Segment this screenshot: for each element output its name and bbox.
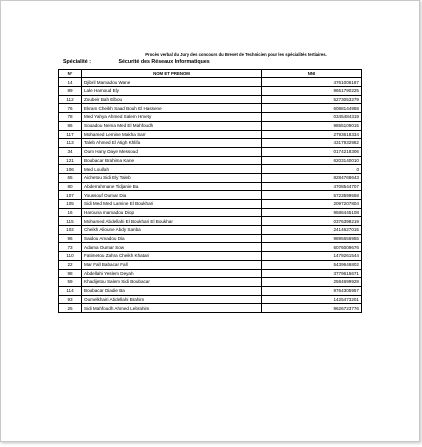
row-number-cell: 65	[59, 173, 82, 182]
row-nni-cell: 3779615671	[262, 269, 362, 278]
table-row	[59, 269, 362, 278]
row-number-cell: 114	[59, 286, 82, 295]
row-nni-cell: 4708544707	[262, 182, 362, 191]
table-row	[59, 304, 362, 313]
table-row	[59, 200, 362, 209]
row-name-cell: Oumelkhairi Abdellahi Brahim	[82, 295, 262, 304]
row-nni-cell: 4317932982	[262, 139, 362, 148]
row-number-cell: 86	[59, 121, 82, 130]
row-name-cell: Cheikh Alioune Abdy Sanba	[82, 226, 262, 235]
table-row	[59, 121, 362, 130]
table-row	[59, 95, 362, 104]
row-number-cell: 80	[59, 182, 82, 191]
row-name-cell: Souadou Nema Med El Mahfoudh	[82, 121, 262, 130]
row-number-cell: 115	[59, 217, 82, 226]
table-row	[59, 130, 362, 139]
row-number-cell: 117	[59, 130, 82, 139]
row-name-cell: Harouna mamadou Diop	[82, 208, 262, 217]
row-nni-cell: 0376398219	[262, 217, 362, 226]
row-number-cell: 25	[59, 304, 82, 313]
row-number-cell: 76	[59, 104, 82, 113]
row-name-cell: Mohamed Abdellahi El Boukhari El Boukhar	[82, 217, 262, 226]
table-row	[59, 182, 362, 191]
row-name-cell: Abderrahmane Tidjanie Ba	[82, 182, 262, 191]
row-nni-cell: 0345484319	[262, 113, 362, 122]
row-nni-cell: 6088144958	[262, 104, 362, 113]
row-number-cell: 107	[59, 191, 82, 200]
row-nni-cell: 6076009676	[262, 243, 362, 252]
row-number-cell: 59	[59, 278, 82, 287]
row-nni-cell: 1479261544	[262, 252, 362, 261]
row-number-cell: 110	[59, 252, 82, 261]
row-name-cell: Ekram Cheikh Saad Bouh El Hassene	[82, 104, 262, 113]
table-row	[59, 226, 362, 235]
row-number-cell: 96	[59, 234, 82, 243]
row-name-cell: Lale Hamoud Ely	[82, 87, 262, 96]
table-row	[59, 147, 362, 156]
table-body	[59, 78, 362, 313]
table-header-row	[59, 70, 362, 78]
row-nni-cell: 5273053279	[262, 95, 362, 104]
row-name-cell: Mar Fall Babacar Fall	[82, 260, 262, 269]
row-name-cell: Adama Oumar Sow	[82, 243, 262, 252]
row-nni-cell: 8284768643	[262, 173, 362, 182]
row-nni-cell: 9651790225	[262, 87, 362, 96]
table-row	[59, 278, 362, 287]
table-row	[59, 234, 362, 243]
row-nni-cell: 2793618334	[262, 130, 362, 139]
table-row	[59, 260, 362, 269]
table-row	[59, 156, 362, 165]
row-nni-cell: 0174218306	[262, 147, 362, 156]
row-name-cell: Med Yahya Ahmed Salem Hmety	[82, 113, 262, 122]
row-nni-cell: 1425473201	[262, 295, 362, 304]
row-nni-cell: 4761006187	[262, 78, 362, 87]
row-nni-cell: 9764305957	[262, 286, 362, 295]
row-number-cell: 73	[59, 243, 82, 252]
table-row	[59, 173, 362, 182]
row-nni-cell: 9626723776	[262, 304, 362, 313]
table-row	[59, 104, 362, 113]
table-row	[59, 252, 362, 261]
row-name-cell: Med Loullah	[82, 165, 262, 174]
row-nni-cell: 2097207804	[262, 200, 362, 209]
table-row	[59, 286, 362, 295]
row-name-cell: Boubacar Diadie Ba	[82, 286, 262, 295]
row-number-cell: 121	[59, 156, 82, 165]
table-row	[59, 295, 362, 304]
row-name-cell: Saidou Amadou Dia	[82, 234, 262, 243]
row-number-cell: 98	[59, 269, 82, 278]
row-number-cell: 34	[59, 147, 82, 156]
row-number-cell: 22	[59, 260, 82, 269]
row-nni-cell: 0	[262, 165, 362, 174]
row-number-cell: 102	[59, 226, 82, 235]
table-row	[59, 78, 362, 87]
row-nni-cell: 5439646802	[262, 260, 362, 269]
row-nni-cell: 2414627015	[262, 226, 362, 235]
row-name-cell: Taleb Ahmed El Atigh Khlifa	[82, 139, 262, 148]
specialty-line	[63, 59, 210, 65]
row-name-cell: Djibril Mamadou Wane	[82, 78, 262, 87]
table-row	[59, 208, 362, 217]
column-header-number: N°	[59, 70, 82, 78]
row-nni-cell: 5723599558	[262, 191, 362, 200]
row-name-cell: Zoubeir Bah Elbou	[82, 95, 262, 104]
row-name-cell: Mohamed Lemine Makha Sarr	[82, 130, 262, 139]
row-nni-cell: 2584699928	[262, 278, 362, 287]
document-title: Procès verbal du Jury des concours du Brevet de Technicien pour les spécialités tertiaires.	[145, 52, 327, 57]
row-nni-cell: 6203140010	[262, 156, 362, 165]
row-number-cell: 106	[59, 165, 82, 174]
row-name-cell: Aichetou Sidi Ely Taleb	[82, 173, 262, 182]
candidates-table	[58, 69, 362, 313]
row-nni-cell: 9855109015	[262, 121, 362, 130]
table-row	[59, 243, 362, 252]
row-name-cell: Fatimetou Zahra Cheikh Khatari	[82, 252, 262, 261]
row-number-cell: 14	[59, 78, 82, 87]
row-number-cell: 105	[59, 200, 82, 209]
row-name-cell: Sidi Mahfoudh Ahmed Lebrahim	[82, 304, 262, 313]
row-number-cell: 89	[59, 87, 82, 96]
row-nni-cell: 9586445108	[262, 208, 362, 217]
row-name-cell: Khadijetou Salem Sidi Boubacar	[82, 278, 262, 287]
row-name-cell: Boubacar Brahima Kane	[82, 156, 262, 165]
specialty-label: Spécialité :	[63, 59, 91, 65]
table-row	[59, 217, 362, 226]
row-number-cell: 93	[59, 295, 82, 304]
row-nni-cell: 9895656955	[262, 234, 362, 243]
column-header-name: NOM ET PRENOM	[82, 70, 262, 78]
row-name-cell: Abdellahi Yeslem Deyah	[82, 269, 262, 278]
table-row	[59, 139, 362, 148]
specialty-value: Sécurité des Réseaux Informatiques	[118, 59, 210, 65]
column-header-nni: NNI	[262, 70, 362, 78]
table-row	[59, 165, 362, 174]
table-row	[59, 191, 362, 200]
table-row	[59, 113, 362, 122]
row-number-cell: 16	[59, 208, 82, 217]
row-name-cell: Sidi Med Med Lamine El Boukhari	[82, 200, 262, 209]
row-number-cell: 112	[59, 95, 82, 104]
row-name-cell: Youssouf Oumar Dia	[82, 191, 262, 200]
row-name-cell: Oum Hany Daye Messoud	[82, 147, 262, 156]
row-number-cell: 78	[59, 113, 82, 122]
row-number-cell: 113	[59, 139, 82, 148]
table-row	[59, 87, 362, 96]
